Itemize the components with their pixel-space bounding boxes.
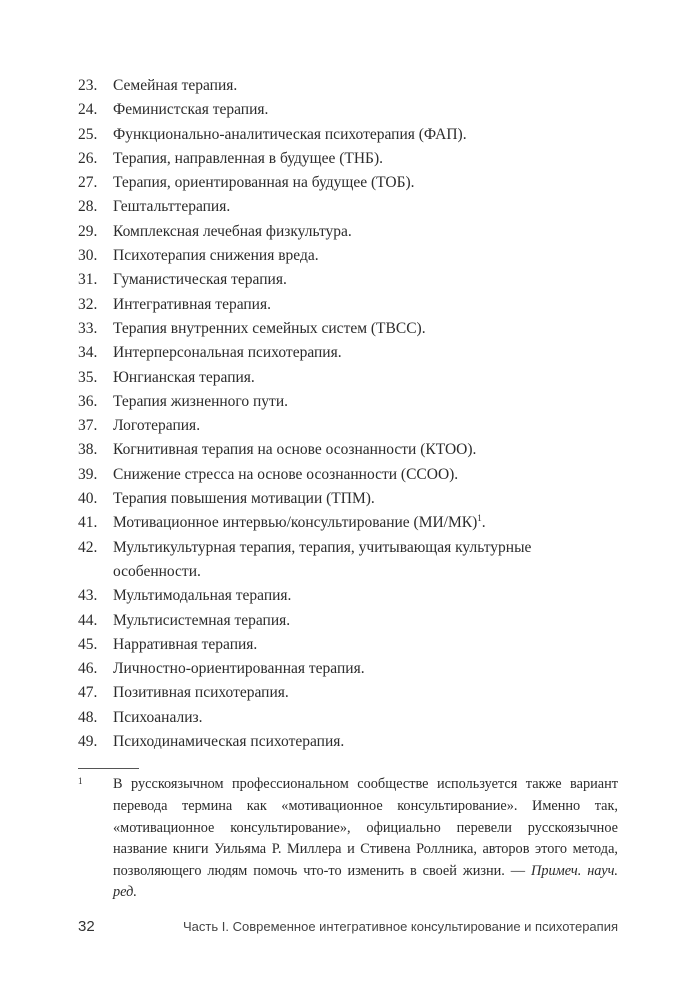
list-item-text-wrap: [113, 171, 618, 195]
list-item-text: Когнитивная терапия на основе осознанности (КТОО).: [113, 441, 477, 459]
list-item-text: Функционально-аналитическая психотерапия (ФАП).: [113, 125, 467, 143]
list-item: [78, 536, 618, 585]
list-item-text-wrap: [113, 268, 618, 292]
list-item-text-wrap: [113, 730, 618, 754]
list-item: [78, 366, 618, 390]
list-item: [78, 293, 618, 317]
list-item-number: 49.: [78, 733, 98, 751]
list-item-number: 29.: [78, 222, 98, 240]
list-item-text-wrap: [113, 147, 618, 171]
list-item-number: 39.: [78, 465, 98, 483]
list-item-text-wrap: [113, 390, 618, 414]
list-item-text: Комплексная лечебная физкультура.: [113, 222, 352, 240]
list-item-text: Логотерапия.: [113, 417, 201, 435]
list-item-number: 32.: [78, 295, 98, 313]
list-item: [78, 195, 618, 219]
list-item-text-wrap: [113, 414, 618, 438]
list-item-text-wrap: [113, 511, 618, 535]
list-item-text-wrap: [113, 123, 618, 147]
list-item-number: 35.: [78, 368, 98, 386]
list-item-number: 30.: [78, 247, 98, 265]
list-item-text-wrap: [113, 341, 618, 365]
list-item-number: 48.: [78, 708, 98, 726]
list-item-text-wrap: [113, 487, 618, 511]
list-item-text: Интегративная терапия.: [113, 295, 271, 313]
list-item-text: Психотерапия снижения вреда.: [113, 247, 319, 265]
list-item-text: Личностно-ориентированная терапия.: [113, 660, 365, 678]
list-item-text-wrap: [113, 74, 618, 98]
list-item-text: Феминистская терапия.: [113, 101, 269, 119]
list-item-number: 41.: [78, 514, 98, 532]
list-item: [78, 268, 618, 292]
list-item: [78, 584, 618, 608]
list-item-text-wrap: [113, 366, 618, 390]
list-item: [78, 123, 618, 147]
page-number: 32: [78, 917, 95, 935]
list-item-number: 44.: [78, 611, 98, 629]
list-item-number: 28.: [78, 198, 98, 216]
list-item-number: 31.: [78, 271, 98, 289]
list-item-number: 46.: [78, 660, 98, 678]
list-item-text: Позитивная психотерапия.: [113, 684, 289, 702]
list-item-text: Юнгианская терапия.: [113, 368, 255, 386]
list-item-number: 38.: [78, 441, 98, 459]
list-item: [78, 414, 618, 438]
list-item-number: 42.: [78, 538, 98, 556]
list-item-text: Терапия внутренних семейных систем (ТВСС).: [113, 319, 426, 337]
list-item-number: 37.: [78, 417, 98, 435]
list-item: [78, 681, 618, 705]
list-item-number: 26.: [78, 149, 98, 167]
list-item-text: Терапия, направленная в будущее (ТНБ).: [113, 149, 383, 167]
list-item-text: Терапия повышения мотивации (ТПМ).: [113, 490, 375, 508]
list-item: [78, 147, 618, 171]
list-item-text: Терапия, ориентированная на будущее (ТОБ).: [113, 174, 415, 192]
footnote-mark: 1: [78, 776, 83, 787]
list-item-text-wrap: [113, 706, 618, 730]
list-item: [78, 74, 618, 98]
list-item: [78, 220, 618, 244]
list-item-text-wrap: [113, 584, 618, 608]
list-item: [78, 171, 618, 195]
list-item-text-wrap: [113, 463, 618, 487]
list-item-text-wrap: [113, 293, 618, 317]
list-item-number: 27.: [78, 174, 98, 192]
list-item-text: Психоанализ.: [113, 708, 203, 726]
list-item-number: 45.: [78, 635, 98, 653]
list-item-text: Интерперсональная психотерапия.: [113, 344, 342, 362]
list-item-text-wrap: [113, 657, 618, 681]
list-item-text-wrap: [113, 536, 618, 585]
list-item-number: 47.: [78, 684, 98, 702]
footnote: [78, 774, 618, 904]
list-item-text-wrap: [113, 438, 618, 462]
list-item-text: Гештальттерапия.: [113, 198, 231, 216]
therapy-list: [78, 74, 618, 754]
list-item-text-wrap: [113, 195, 618, 219]
list-item-text-wrap: [113, 220, 618, 244]
list-item-number: 25.: [78, 125, 98, 143]
running-head: Часть I. Современное интегративное консультирование и психотерапия: [183, 918, 618, 934]
list-item-number: 40.: [78, 490, 98, 508]
list-item-text-wrap: [113, 317, 618, 341]
list-item-number: 23.: [78, 77, 98, 94]
list-item: [78, 98, 618, 122]
list-item-text: Мотивационное интервью/консультирование (МИ/МК): [113, 514, 478, 532]
list-item: [78, 438, 618, 462]
footnote-divider: [78, 768, 139, 769]
list-item-text: Мультимодальная терапия.: [113, 587, 292, 605]
list-item: [78, 633, 618, 657]
list-item: [78, 487, 618, 511]
list-item-number: 43.: [78, 587, 98, 605]
list-item-text: Терапия жизненного пути.: [113, 392, 289, 410]
list-item-text: Психодинамическая психотерапия.: [113, 733, 345, 751]
list-item-text: Мультикультурная терапия, терапия, учитывающая культурные особенности.: [113, 538, 532, 580]
list-item-text: Мультисистемная терапия.: [113, 611, 291, 629]
list-item-text: Семейная терапия.: [113, 77, 238, 94]
list-item-number: 36.: [78, 392, 98, 410]
footnote-editor-note: Примеч. науч. ред.: [113, 862, 618, 901]
list-item-text-wrap: [113, 98, 618, 122]
page-footer: [78, 918, 618, 935]
list-item: [78, 657, 618, 681]
list-item: [78, 390, 618, 414]
list-item: [78, 244, 618, 268]
list-item: [78, 706, 618, 730]
footnote-body: [113, 774, 618, 904]
footnote-reference: 1: [477, 513, 482, 524]
list-item: [78, 463, 618, 487]
list-item-text-wrap: [113, 633, 618, 657]
list-item: [78, 730, 618, 754]
list-item-text: Гуманистическая терапия.: [113, 271, 287, 289]
list-item-number: 33.: [78, 319, 98, 337]
list-item-text: Снижение стресса на основе осознанности (ССОО).: [113, 465, 459, 483]
list-item-number: 24.: [78, 101, 98, 119]
list-item-text-wrap: [113, 681, 618, 705]
list-item: [78, 609, 618, 633]
list-item-text: Нарративная терапия.: [113, 635, 258, 653]
list-item-text-wrap: [113, 244, 618, 268]
list-item-number: 34.: [78, 344, 98, 362]
list-item-punctuation: .: [481, 514, 486, 532]
list-item: [78, 317, 618, 341]
list-item-text-wrap: [113, 609, 618, 633]
footnote-text: В русскоязычном профессиональном сообществе используется также вариант перевода термина как «мотивационное консультирование». Именно так, «мотивационное консультирование», официально перевели русскоязычное название книги Уильяма Р. Миллера и Стивена Роллника, авторов этого метода, позволяющего людям помочь что-то изменить в своей жизни. —: [113, 776, 618, 879]
list-item: [78, 511, 618, 535]
list-item: [78, 341, 618, 365]
